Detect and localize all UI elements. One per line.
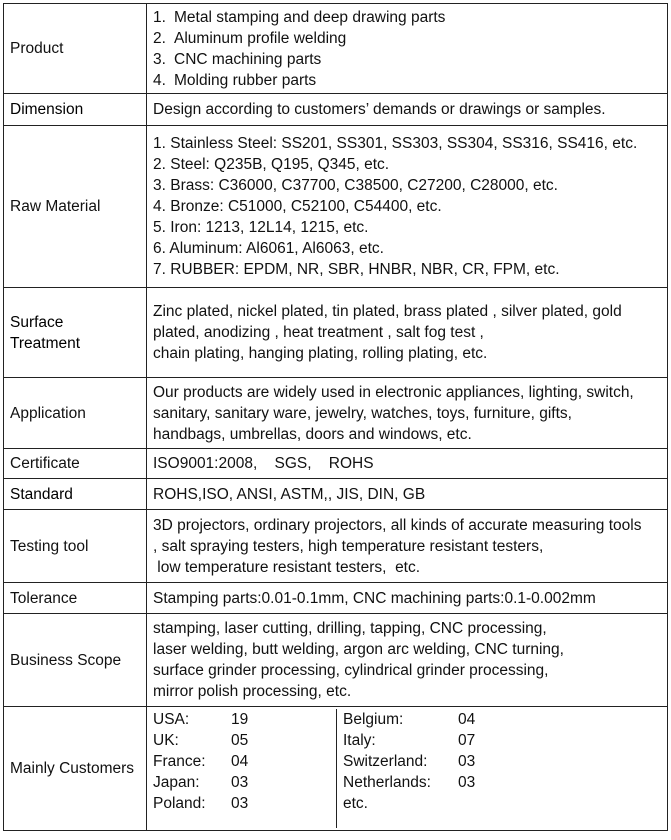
value-business-scope: stamping, laser cutting, drilling, tapping, CNC processing, laser welding, butt welding, argon arc welding, CNC turning, surface grinder processing, cylindrical grinder processing, mirror polish processing, etc. (147, 614, 668, 707)
label-product: Product (4, 4, 147, 94)
row-mainly-customers (4, 707, 668, 831)
row-tolerance (4, 583, 668, 614)
value-dimension: Design according to customers’ demands or drawings or samples. (147, 94, 668, 126)
table-row-spacer (147, 814, 667, 828)
list-item: 6. Aluminum: Al6061, Al6063, etc. (153, 240, 384, 257)
row-surface-treatment (4, 288, 668, 378)
value-application: Our products are widely used in electronic appliances, lighting, switch, sanitary, sanitary ware, jewelry, watches, toys, furniture, gifts, handbags, umbrellas, doors and windows, etc. (147, 378, 668, 449)
table-row: Poland: 03 etc. (153, 795, 368, 812)
row-application (4, 378, 668, 449)
row-product (4, 4, 668, 94)
value-surface-treatment: Zinc plated, nickel plated, tin plated, brass plated , silver plated, gold plated, anodizing , heat treatment , salt fog test , chain plating, hanging plating, rolling plating, etc. (147, 288, 668, 378)
table-row: USA: 19 Belgium: 04 (153, 711, 476, 728)
row-raw-material (4, 126, 668, 288)
value-testing-tool: 3D projectors, ordinary projectors, all kinds of accurate measuring tools , salt spraying testers, high temperature resistant testers, low temperature resistant testers, etc. (147, 510, 668, 583)
list-item: 2. Steel: Q235B, Q195, Q345, etc. (153, 156, 390, 173)
list-item: 4. Molding rubber parts (153, 71, 317, 89)
label-tolerance: Tolerance (4, 583, 147, 614)
list-item: 3. Brass: C36000, C37700, C38500, C27200, C28000, etc. (153, 177, 558, 194)
label-raw-material: Raw Material (4, 126, 147, 288)
list-item: 3. CNC machining parts (153, 50, 322, 68)
value-mainly-customers (147, 707, 668, 831)
label-business-scope: Business Scope (4, 614, 147, 707)
product-spec-table (3, 3, 668, 831)
label-certificate: Certificate (4, 449, 147, 479)
label-dimension: Dimension (4, 94, 147, 126)
list-item: 4. Bronze: C51000, C52100, C54400, etc. (153, 198, 442, 215)
customers-table (147, 709, 667, 828)
label-mainly-customers: Mainly Customers (4, 707, 147, 831)
list-item: 7. RUBBER: EPDM, NR, SBR, HNBR, NBR, CR, FPM, etc. (153, 261, 560, 278)
table-row: France: 04 Switzerland: 03 (153, 753, 476, 770)
row-dimension (4, 94, 668, 126)
list-item: 5. Iron: 1213, 12L14, 1215, etc. (153, 219, 369, 236)
label-surface-treatment: Surface Treatment (4, 288, 147, 378)
row-standard (4, 479, 668, 510)
list-item: 2. Aluminum profile welding (153, 29, 347, 47)
list-item: 1. Stainless Steel: SS201, SS301, SS303, SS304, SS316, SS416, etc. (153, 135, 638, 152)
table-row: Japan: 03 Netherlands: 03 (153, 774, 476, 791)
row-business-scope (4, 614, 668, 707)
list-item: 1. Metal stamping and deep drawing parts (153, 8, 446, 26)
row-certificate (4, 449, 668, 479)
value-certificate: ISO9001:2008, SGS, ROHS (147, 449, 668, 479)
label-testing-tool: Testing tool (4, 510, 147, 583)
label-application: Application (4, 378, 147, 449)
row-testing-tool (4, 510, 668, 583)
value-tolerance: Stamping parts:0.01-0.1mm, CNC machining parts:0.1-0.002mm (147, 583, 668, 614)
table-row: UK: 05 Italy: 07 (153, 732, 476, 749)
value-standard: ROHS,ISO, ANSI, ASTM,, JIS, DIN, GB (147, 479, 668, 510)
value-raw-material (147, 126, 668, 288)
label-standard: Standard (4, 479, 147, 510)
value-product (147, 4, 668, 94)
